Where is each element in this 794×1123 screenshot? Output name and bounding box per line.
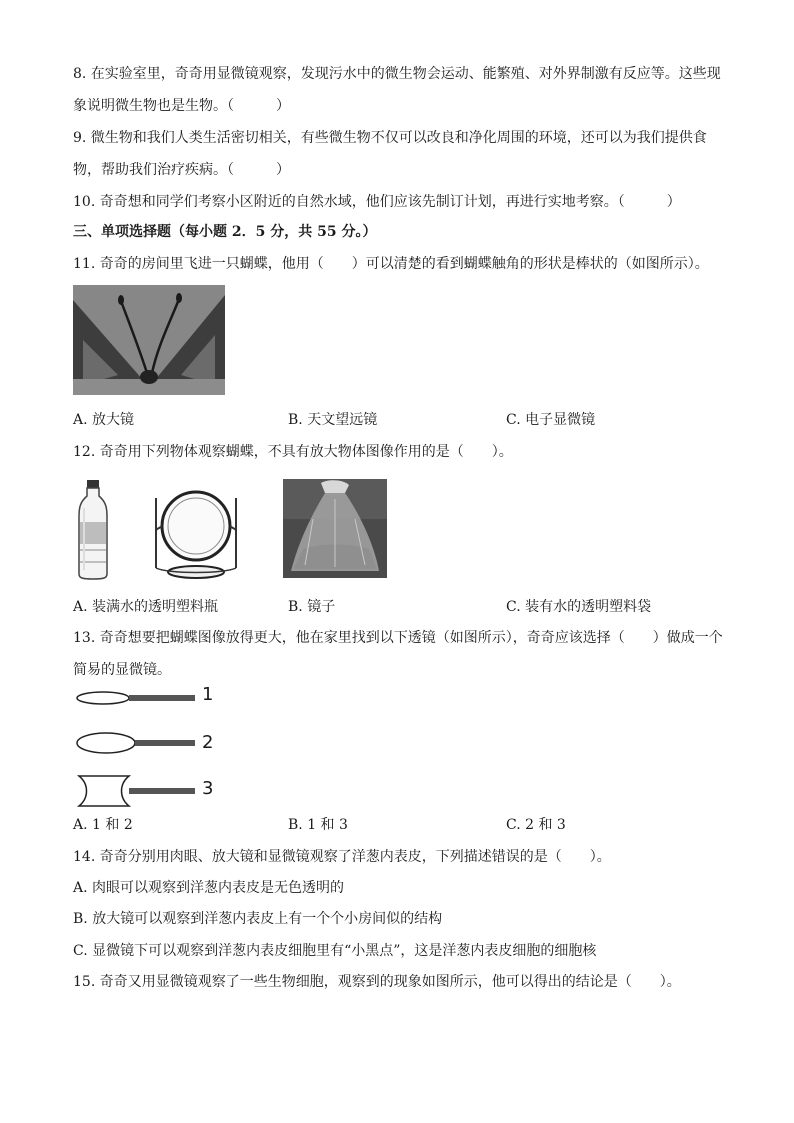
butterfly-antenna-photo (73, 285, 225, 395)
lens-2-icon (77, 733, 195, 753)
plastic-bottle-figure (76, 478, 110, 580)
q14-option-c: C. 显微镜下可以观察到洋葱内表皮细胞里有“小黑点”，这是洋葱内表皮细胞的细胞核 (73, 943, 597, 959)
q13-line-1: 13. 奇奇想要把蝴蝶图像放得更大，他在家里找到以下透镜（如图所示），奇奇应该选择（ ）做成一个 (73, 630, 723, 646)
q14-option-a: A. 肉眼可以观察到洋葱内表皮是无色透明的 (73, 880, 345, 896)
q13-option-b: B. 1 和 3 (288, 817, 348, 833)
q12-option-a: A. 装满水的透明塑料瓶 (73, 599, 219, 615)
q12-option-b: B. 镜子 (288, 599, 336, 615)
lens-2-label: 2 (202, 732, 214, 753)
lens-1-label: 1 (202, 684, 214, 705)
lens-diagram (76, 684, 226, 810)
q8-line-2: 象说明微生物也是生物。（ ） (73, 98, 290, 114)
q15-stem: 15. 奇奇又用显微镜观察了一些生物细胞，观察到的现象如图所示，他可以得出的结论是（ ）。 (73, 974, 681, 990)
q14-option-b: B. 放大镜可以观察到洋葱内表皮上有一个个小房间似的结构 (73, 911, 443, 927)
lens-3-label: 3 (202, 778, 214, 799)
section-3-title: 三、单项选择题（每小题 2．5 分，共 55 分。） (73, 224, 377, 240)
water-bag-photo (283, 479, 387, 578)
q13-option-a: A. 1 和 2 (73, 817, 133, 833)
q11-stem: 11. 奇奇的房间里飞进一只蝴蝶，他用（ ）可以清楚的看到蝴蝶触角的形状是棒状的（如图所示）。 (73, 256, 709, 272)
q8-line-1: 8. 在实验室里，奇奇用显微镜观察，发现污水中的微生物会运动、能繁殖、对外界制激有反应等。这些现 (73, 66, 721, 82)
q13-line-2: 简易的显微镜。 (73, 662, 171, 678)
q14-stem: 14. 奇奇分别用肉眼、放大镜和显微镜观察了洋葱内表皮，下列描述错误的是（ ）。 (73, 849, 611, 865)
q9-line-2: 物，帮助我们治疗疾病。（ ） (73, 162, 290, 178)
q9-line-1: 9. 微生物和我们人类生活密切相关，有些微生物不仅可以改良和净化周围的环境，还可以为我们提供食 (73, 130, 707, 146)
q13-option-c: C. 2 和 3 (506, 817, 566, 833)
lens-3-icon (79, 776, 195, 806)
lens-1-icon (77, 692, 195, 704)
q11-option-b: B. 天文望远镜 (288, 412, 378, 428)
q11-option-c: C. 电子显微镜 (506, 412, 596, 428)
q10-line-1: 10. 奇奇想和同学们考察小区附近的自然水域，他们应该先制订计划，再进行实地考察。（ ） (73, 194, 681, 210)
q12-stem: 12. 奇奇用下列物体观察蝴蝶，不具有放大物体图像作用的是（ ）。 (73, 444, 513, 460)
q12-option-c: C. 装有水的透明塑料袋 (506, 599, 652, 615)
mirror-figure (148, 488, 244, 580)
q11-option-a: A. 放大镜 (73, 412, 135, 428)
